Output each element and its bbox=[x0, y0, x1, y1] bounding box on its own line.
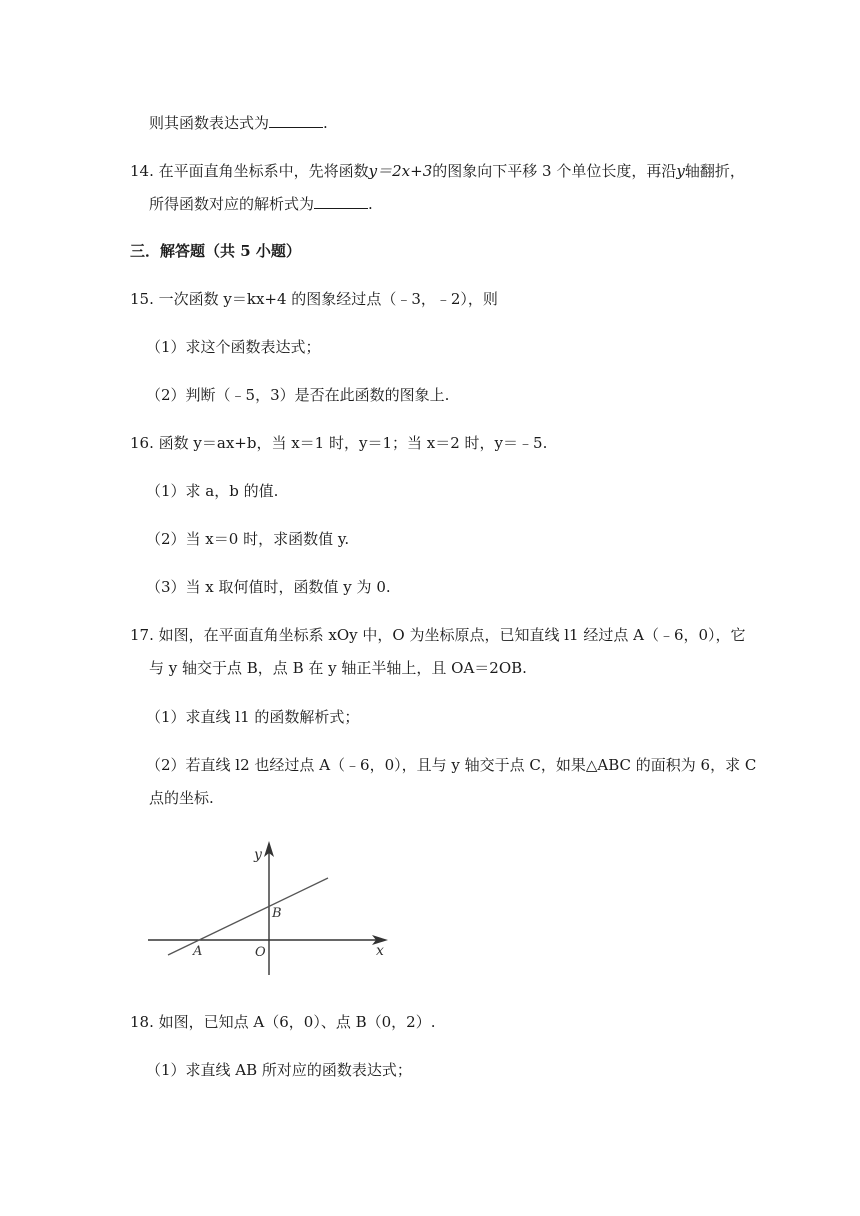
y-axis-label: y bbox=[254, 847, 262, 863]
q16-sub2: （2）当 x＝0 时，求函数值 y. bbox=[146, 530, 350, 548]
q17-sub2a: （2）若直线 l2 也经过点 A（﹣6，0），且与 y 轴交于点 C，如果△ABC 的面积为 6，求 C bbox=[146, 756, 757, 774]
question-number: 14. bbox=[130, 162, 154, 180]
q17-line1: 17. 如图，在平面直角坐标系 xOy 中，O 为坐标原点，已知直线 l1 经过点 A（﹣6，0），它 bbox=[130, 626, 746, 644]
q17-sub2b: 点的坐标. bbox=[149, 789, 214, 807]
coordinate-figure bbox=[140, 835, 400, 985]
answer-blank bbox=[269, 113, 323, 128]
point-a-label: A bbox=[193, 944, 203, 959]
question-number: 16. bbox=[130, 434, 154, 452]
q16-sub3: （3）当 x 取何值时，函数值 y 为 0. bbox=[146, 578, 391, 596]
x-axis-label: x bbox=[376, 943, 384, 959]
q16-stem: 16. 函数 y＝ax+b，当 x＝1 时，y＝1；当 x＝2 时，y＝﹣5. bbox=[130, 434, 548, 452]
q14-line2: 所得函数对应的解析式为 . bbox=[149, 195, 373, 213]
q17-line2: 与 y 轴交于点 B，点 B 在 y 轴正半轴上，且 OA＝2OB. bbox=[149, 659, 527, 677]
section-heading: 三．解答题（共 5 小题） bbox=[130, 242, 301, 260]
origin-label: O bbox=[255, 945, 266, 960]
question-number: 15. bbox=[130, 290, 154, 308]
q13-tail-text: 则其函数表达式为 bbox=[149, 114, 270, 132]
point-b-label: B bbox=[272, 906, 282, 921]
q18-stem: 18. 如图，已知点 A（6，0）、点 B（0，2）. bbox=[130, 1013, 436, 1031]
q13-tail: 则其函数表达式为 . bbox=[149, 114, 328, 132]
q15-sub1: （1）求这个函数表达式； bbox=[146, 338, 321, 356]
q14-line1: 14. 在平面直角坐标系中，先将函数y＝2x+3的图象向下平移 3 个单位长度，再沿y轴翻折， bbox=[130, 162, 745, 180]
q17-sub1: （1）求直线 l1 的函数解析式； bbox=[146, 708, 360, 726]
q16-sub1: （1）求 a，b 的值. bbox=[146, 482, 279, 500]
question-number: 17. bbox=[130, 626, 154, 644]
line-l1 bbox=[168, 878, 328, 955]
q18-sub1: （1）求直线 AB 所对应的函数表达式； bbox=[146, 1061, 412, 1079]
q15-sub2: （2）判断（﹣5，3）是否在此函数的图象上. bbox=[146, 386, 450, 404]
function-expression: y＝2x+3 bbox=[368, 162, 433, 180]
question-number: 18. bbox=[130, 1013, 154, 1031]
q15-stem: 15. 一次函数 y＝kx+4 的图象经过点（﹣3，﹣2），则 bbox=[130, 290, 498, 308]
answer-blank bbox=[314, 194, 368, 209]
